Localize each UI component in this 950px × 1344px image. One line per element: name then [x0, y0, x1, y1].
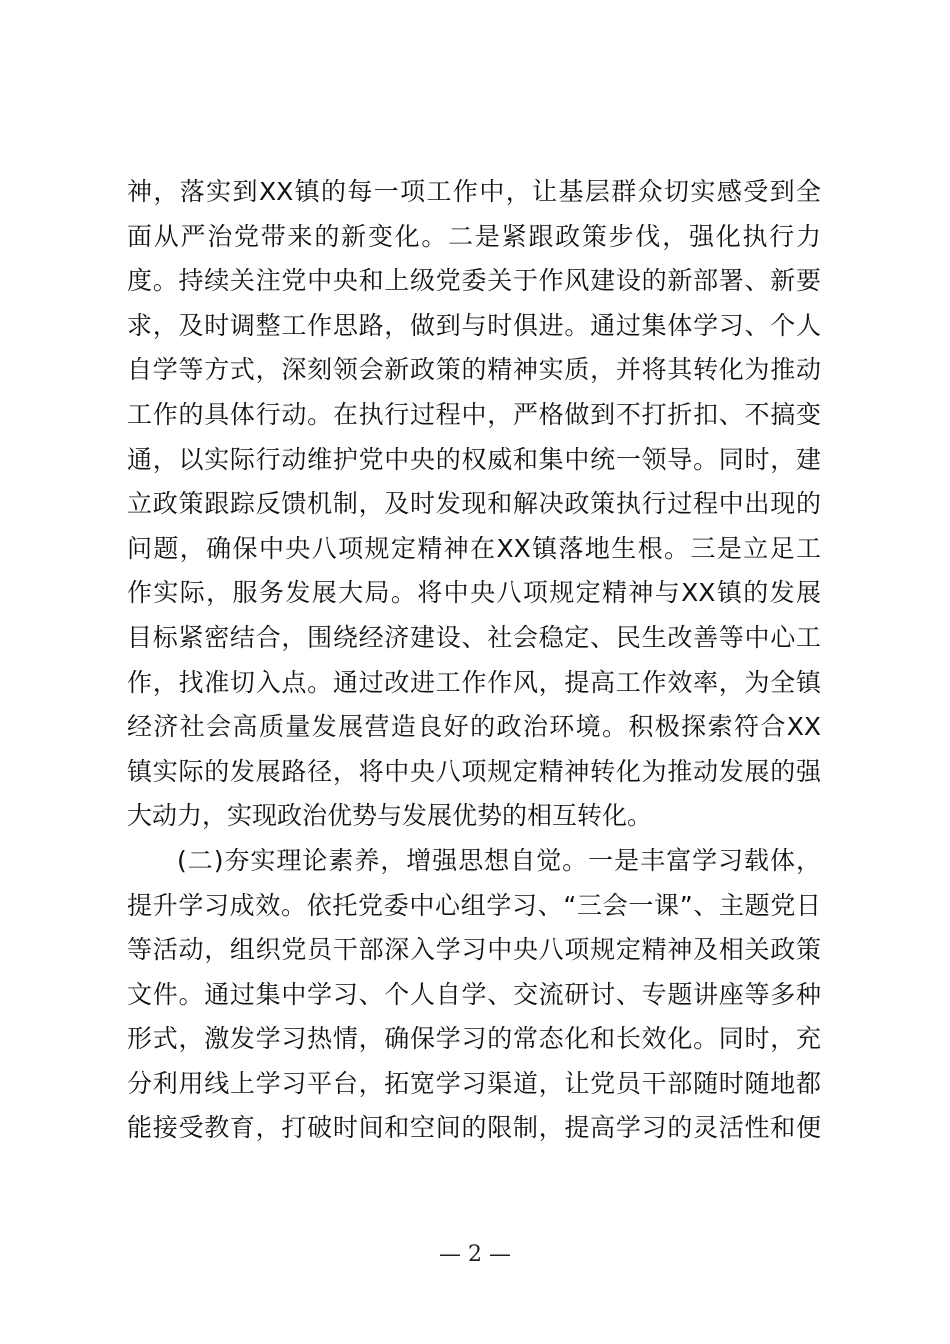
text-line: 通，以实际行动维护党中央的权威和集中统一领导。同时，建 — [127, 444, 821, 474]
section-heading-line: (二)夯实理论素养，增强思想自觉。一是丰富学习载体， — [177, 845, 821, 875]
text-line: 作，找准切入点。通过改进工作作风，提高工作效率，为全镇 — [127, 667, 821, 697]
text-line: 立政策跟踪反馈机制，及时发现和解决政策执行过程中出现的 — [127, 489, 821, 519]
text-line: 经济社会高质量发展营造良好的政治环境。积极探索符合XX — [127, 712, 821, 742]
text-line: 形式，激发学习热情，确保学习的常态化和长效化。同时，充 — [127, 1024, 821, 1054]
text-line: 等活动，组织党员干部深入学习中央八项规定精神及相关政策 — [127, 935, 821, 965]
text-line: 面从严治党带来的新变化。二是紧跟政策步伐，强化执行力 — [127, 221, 821, 251]
text-line: 文件。通过集中学习、个人自学、交流研讨、专题讲座等多种 — [127, 979, 821, 1009]
text-line: 作实际，服务发展大局。将中央八项规定精神与XX镇的发展 — [127, 578, 821, 608]
text-line: 目标紧密结合，围绕经济建设、社会稳定、民生改善等中心工 — [127, 622, 821, 652]
body-text — [127, 170, 821, 1151]
text-line: 求，及时调整工作思路，做到与时俱进。通过集体学习、个人 — [127, 310, 821, 340]
text-line: 自学等方式，深刻领会新政策的精神实质，并将其转化为推动 — [127, 355, 821, 385]
text-line: 问题，确保中央八项规定精神在XX镇落地生根。三是立足工 — [127, 533, 821, 563]
text-line: 大动力，实现政治优势与发展优势的相互转化。 — [127, 801, 653, 831]
page-number: — 2 — — [439, 1242, 511, 1267]
text-line: 能接受教育，打破时间和空间的限制，提高学习的灵活性和便 — [127, 1113, 821, 1143]
text-line: 提升学习成效。依托党委中心组学习、“三会一课”、主题党日 — [127, 890, 821, 920]
text-line: 度。持续关注党中央和上级党委关于作风建设的新部署、新要 — [127, 266, 821, 296]
text-line: 神，落实到XX镇的每一项工作中，让基层群众切实感受到全 — [127, 177, 821, 206]
text-line: 工作的具体行动。在执行过程中，严格做到不打折扣、不搞变 — [127, 399, 821, 429]
text-line: 分利用线上学习平台，拓宽学习渠道，让党员干部随时随地都 — [127, 1068, 821, 1098]
text-line: 镇实际的发展路径，将中央八项规定精神转化为推动发展的强 — [127, 756, 821, 786]
